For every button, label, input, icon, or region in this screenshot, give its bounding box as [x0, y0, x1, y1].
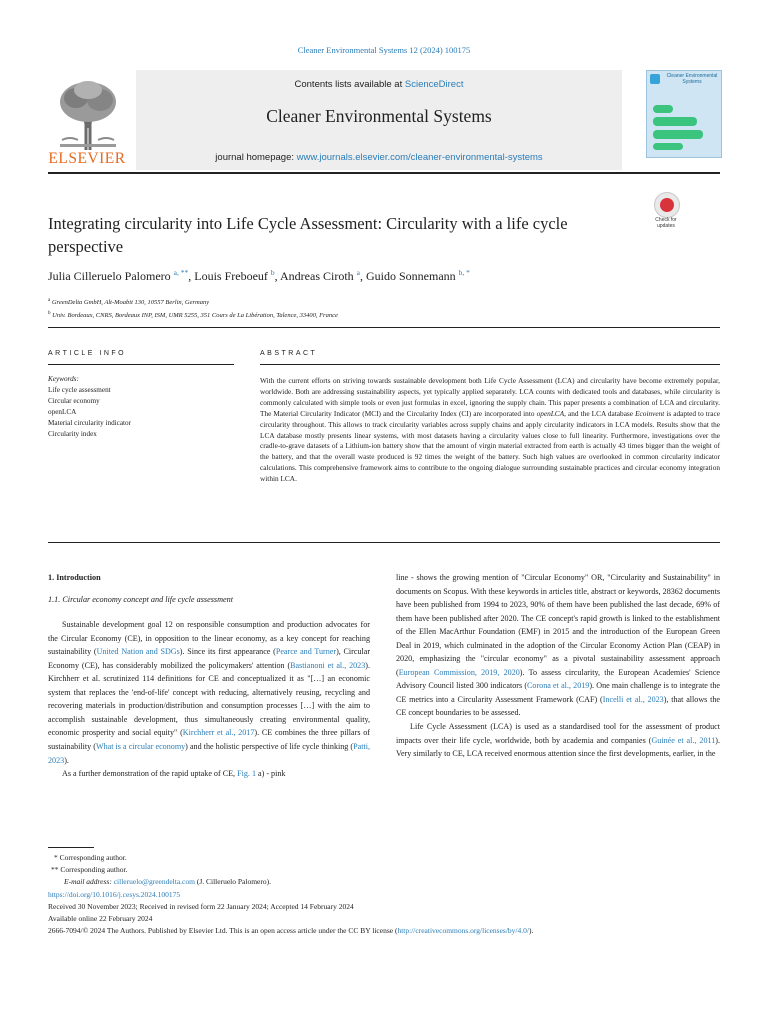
affiliation-text: GreenDelta GmbH, Alt-Moabit 130, 10557 Berlin, Germany: [51, 299, 210, 307]
divider: [260, 364, 720, 365]
journal-cover-thumbnail[interactable]: [646, 70, 722, 158]
sciencedirect-link[interactable]: ScienceDirect: [404, 79, 464, 90]
paragraph-text: ). Very similarly to CE, LCA received enormous attention since the first developments, earlier, in the: [396, 735, 721, 759]
homepage-line: [136, 152, 622, 163]
author-list: Julia Cilleruelo Palomero $^{a, **}$, Louis Freboeuf $^b$, Andreas Ciroth $^a$, Guido Sonnemann $^{b, *}$: [48, 268, 470, 283]
cover-graphic-bar: [653, 143, 683, 150]
masthead-rule: [48, 172, 720, 174]
citation-link[interactable]: Pearce and Turner: [275, 647, 337, 657]
keywords-block: [48, 374, 228, 440]
paragraph-text: ), that allows the CE concept boundaries to be assessed.: [396, 694, 721, 718]
affiliation-mark: a: [48, 298, 51, 303]
journal-title: Cleaner Environmental Systems: [266, 106, 492, 126]
elsevier-tree-icon: [56, 78, 120, 150]
footnote-rule: [48, 847, 94, 848]
affiliations: [48, 295, 728, 321]
paragraph: [48, 618, 370, 767]
author-name[interactable]: Louis Freboeuf: [194, 269, 268, 283]
corresponding-author-note: ** Corresponding author.: [51, 865, 128, 874]
citation-link[interactable]: Fig. 1: [237, 769, 256, 779]
paragraph-text: Sustainable development goal 12 on responsible consumption and production advocates for the Circular Economy (CE), in opposition to the linear economy, as a key concept for reaching sustainability (: [48, 620, 370, 657]
paragraph-text: ). Since its first appearance (: [179, 647, 276, 657]
author-marks[interactable]: a: [356, 268, 360, 277]
paragraph-text: ) and the holistic perspective of life cycle thinking (: [185, 742, 354, 752]
paragraph-text: As a further demonstration of the rapid uptake of CE,: [62, 769, 238, 779]
body-right-column: [396, 571, 720, 761]
divider: [48, 542, 720, 543]
affiliation: [48, 308, 728, 321]
abstract-heading: ABSTRACT: [260, 350, 318, 357]
paragraph: [396, 571, 720, 720]
abstract-part: Ecoinvent: [635, 408, 665, 418]
author-marks[interactable]: b, *: [458, 268, 470, 277]
keyword-item: Circularity index: [48, 430, 97, 438]
abstract-part: openLCA: [536, 408, 565, 418]
paragraph-text: a) - pink: [256, 769, 286, 779]
cover-graphic-bar: [653, 130, 703, 139]
divider: [48, 364, 234, 365]
author-name[interactable]: Andreas Ciroth: [280, 269, 354, 283]
citation-link[interactable]: Bastianoni et al., 2023: [290, 660, 366, 670]
abstract-part: is adapted to trace circularity throughout. This allows to track circularity variables across supply chains and apply circularity indicators in LCA models. Results show that the LCA database mostly presents linear systems, with most datasets having a circularity values close to full linearity. Furthermore, investigations over the cradle-to-grave datasets of a Lithium-ion battery show that the amount of virgin material extracted from earth is actually 43 times bigger than the weight of the battery, and that the overall waste produced is 92 times the weight of the battery. Such high values are overlooked in common circularity indicator calculations. This comprehensive framework aims to contribute to the ongoing dialogue surrounding sustainable practices and circular economy integration within LCA.: [260, 408, 720, 484]
corresponding-author-note: * Corresponding author.: [54, 853, 127, 862]
subsection-title: 1.1. Circular economy concept and life cycle assessment: [48, 594, 234, 604]
email-label: E-mail address:: [64, 877, 114, 886]
check-updates-icon: [654, 192, 680, 218]
keyword-item: Life cycle assessment: [48, 386, 111, 394]
check-updates-label: Check for updates: [655, 217, 677, 229]
keyword-item: Material circularity indicator: [48, 419, 132, 427]
paragraph-text: line - shows the growing mention of "Circular Economy" OR, "Circularity and Sustainability" in documents on Scopus. With these keywords in articles title, abstract or keywords, 28362 documents have been published from 1994 to 2023, 90% of them have been published the last decade, 69% of them have been published after 2020. The CE concept's rapid growth is linked to the establishment of the Ellen MacArthur Foundation (EMF) in 2015 and the introduction of the European Green Deal in 2019, which culminated in the adoption of the Circular Economy Action Plan (CEAP) in 2020, emphasizing the "circular economy" as a pivotal sustainability assessment approach (: [396, 573, 720, 677]
citation-link[interactable]: Kirchherr et al., 2017: [182, 728, 255, 738]
article-info-heading: ARTICLE INFO: [48, 350, 127, 357]
doi-link[interactable]: https://doi.org/10.1016/j.cesys.2024.100175: [48, 890, 181, 899]
cover-graphic-bar: [653, 105, 673, 113]
check-for-updates-badge[interactable]: [646, 192, 686, 232]
citation-link[interactable]: European Commission, 2019, 2020: [398, 667, 520, 677]
author-name[interactable]: Julia Cilleruelo Palomero: [48, 269, 171, 283]
paragraph-text: ). To assess circularity, the European Academies' Science Advisory Council listed 300 indicators (: [396, 667, 721, 691]
email-line: [48, 876, 728, 888]
paragraph-text: ). Kirchherr et al. scrutinized 114 definitions for CE and conceptualized it as "[…] an economic system that replaces the 'end-of-life' concept with reducing, alternatively reusing, recycling and recovering materials in production/distribution and consumption processes […] with the aim to accomplish sustainable development, thus simultaneously creating environmental quality, economic prosperity and social equity" (: [48, 660, 370, 738]
affiliation-mark: b: [48, 311, 51, 317]
cover-graphic-bar: [653, 117, 697, 126]
masthead-center: [136, 70, 622, 170]
affiliation-text: Univ. Bordeaux, CNRS, Bordeaux INP, ISM, UMR 5255, 351 Cours de La Libération, Talence, 33400, France: [52, 312, 338, 320]
keyword-item: Circular economy: [48, 397, 100, 405]
license-line: [48, 925, 728, 937]
license-suffix: ).: [528, 926, 534, 935]
footnotes: [48, 852, 728, 937]
elsevier-logo[interactable]: [48, 78, 126, 170]
abstract-text: [260, 376, 720, 485]
keywords-label: Keywords:: [48, 375, 79, 383]
masthead: [48, 70, 720, 174]
paragraph-text: ), Circular Economy (CE), has considerably mobilized the policymakers' attention (: [48, 647, 371, 670]
paragraph-text: ).: [64, 755, 69, 765]
abstract-part: , and the LCA database: [564, 408, 636, 418]
paragraph-text: Life Cycle Assessment (LCA) is used as a standardised tool for the assessment of product impacts over their life cycle, worldwide, both by academia and companies (: [396, 722, 720, 745]
homepage-prefix: journal homepage:: [215, 152, 297, 163]
author-name[interactable]: Guido Sonnemann: [366, 269, 456, 283]
contents-prefix: Contents lists available at: [294, 79, 405, 90]
journal-reference[interactable]: Cleaner Environmental Systems 12 (2024) 100175: [297, 45, 471, 55]
author-marks[interactable]: b: [270, 268, 275, 277]
contents-line: [136, 79, 622, 90]
citation-link[interactable]: Guinée et al., 2011: [651, 735, 716, 745]
received-dates: Received 30 November 2023; Received in revised form 22 January 2024; Accepted 14 February 2024: [48, 902, 354, 911]
citation-link[interactable]: Incelli et al., 2023: [602, 694, 664, 704]
elsevier-wordmark: ELSEVIER: [48, 150, 126, 167]
section-title: 1. Introduction: [48, 573, 101, 582]
cover-logo-icon: [650, 74, 660, 84]
author-marks[interactable]: a, **: [173, 268, 189, 277]
affiliation: [48, 295, 728, 308]
keyword-item: openLCA: [48, 408, 77, 416]
citation-link[interactable]: Corona et al., 2019: [527, 681, 590, 691]
abstract-part: With the current efforts on striving towards sustainable development both Life Cycle Assessment (LCA) and circularity have become extremely popular, worldwide. Both are addressing sustainability aspects, yet typically applied separately. LCA counts with dedicated tools and databases, while circularity is commonly calculated with simple tools or even just formulas in excel, ignoring the supply chain. This paper presents a combination of LCA and circularity. The Material Circularity Indicator (MCI) and the Circularity Index (CI) are incorporated into: [260, 376, 720, 418]
paragraph-text: ). CE combines the three pillars of sustainability (: [48, 728, 370, 752]
citation-link[interactable]: United Nation and SDGs: [96, 647, 180, 657]
license-prefix: 2666-7094/© 2024 The Authors. Published by Elsevier Ltd. This is an open access article under the CC BY license (: [48, 926, 398, 935]
paragraph: [396, 720, 720, 761]
divider: [48, 327, 720, 328]
body-left-column: [48, 571, 370, 781]
paragraph-text: ). One main challenge is to integrate the CE metrics into a Circularity Assessment Framework (CAF) (: [396, 681, 720, 704]
journal-homepage-link[interactable]: www.journals.elsevier.com/cleaner-environmental-systems: [296, 152, 543, 163]
paragraph: [48, 767, 370, 781]
online-date: Available online 22 February 2024: [48, 914, 153, 923]
email-owner: (J. Cilleruelo Palomero).: [194, 877, 271, 886]
article-title: Integrating circularity into Life Cycle Assessment: Circularity with a life cycle perspective: [48, 214, 568, 256]
email-link[interactable]: cilleruelo@greendelta.com: [113, 877, 195, 886]
citation-link[interactable]: What is a circular economy: [95, 742, 186, 752]
license-link[interactable]: http://creativecommons.org/licenses/by/4.0/: [397, 926, 529, 935]
citation-link[interactable]: Patti, 2023: [48, 742, 370, 765]
cover-title: Cleaner Environmental Systems: [666, 73, 718, 85]
